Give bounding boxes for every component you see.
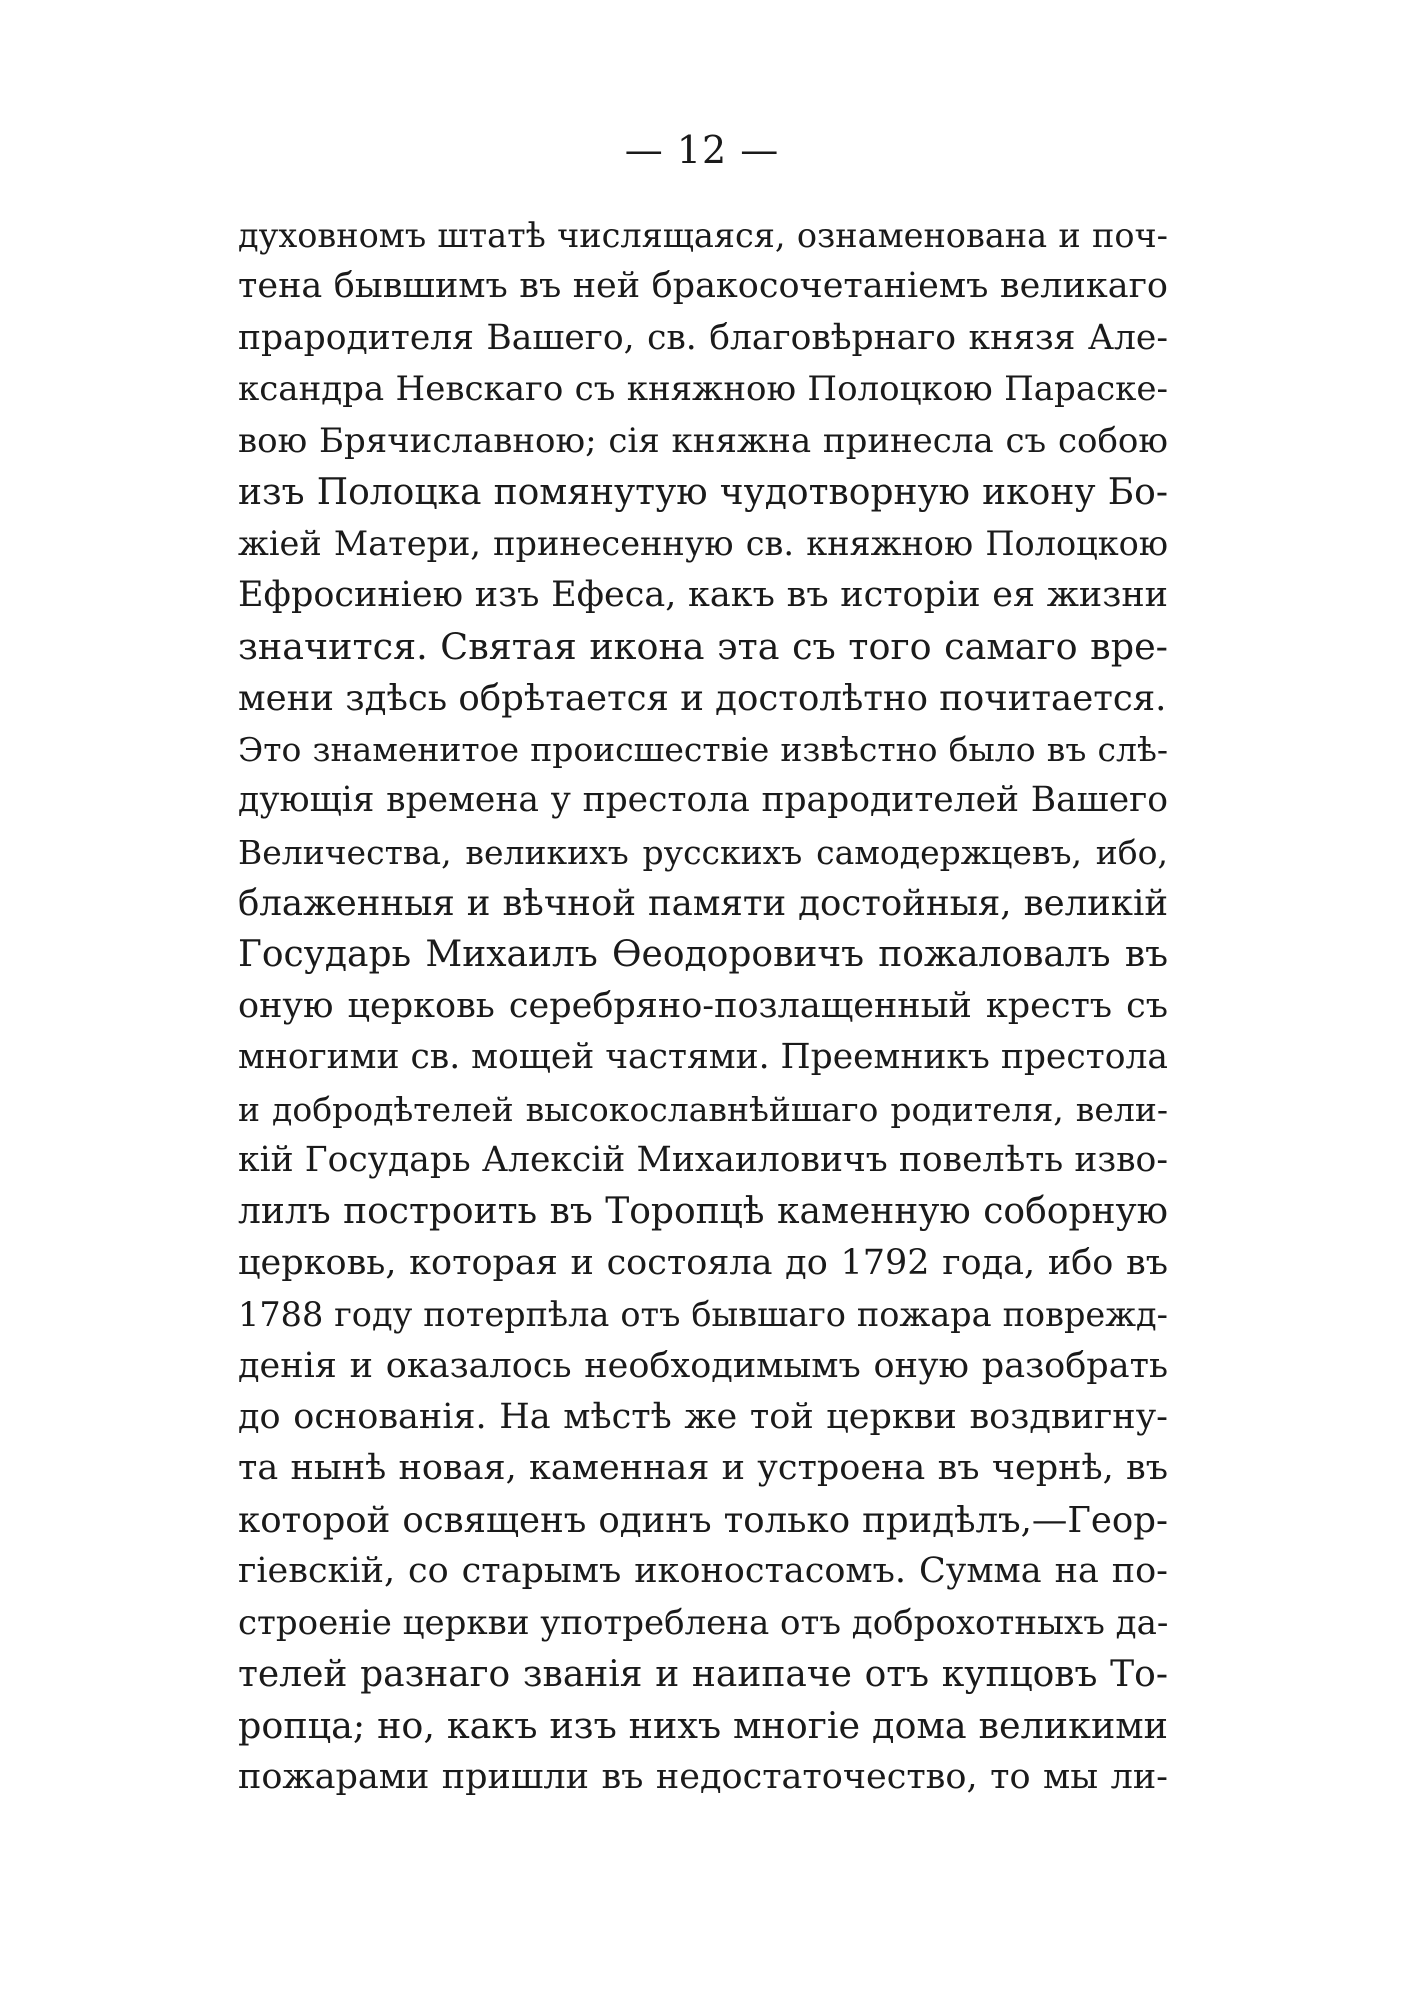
text-line: Величества, великихъ русскихъ самодержцевъ, ибо,: [238, 832, 1168, 872]
text-line: Ефросиніею изъ Ефеса, какъ въ исторіи ея жизни: [238, 574, 1168, 615]
text-line: лилъ построить въ Торопцѣ каменную соборную: [238, 1191, 1168, 1233]
text-line: кій Государь Алексій Михаиловичъ повелѣть изво-: [238, 1140, 1168, 1181]
text-line: пожарами пришли въ недостаточество, то мы ли-: [238, 1756, 1168, 1797]
text-line: вою Брячиславною; сія княжна принесла съ собою: [238, 420, 1168, 461]
text-line: до основанія. На мѣстѣ же той церкви воздвигну-: [238, 1396, 1168, 1437]
text-line: тена бывшимъ въ ней бракосочетаніемъ великаго: [238, 266, 1168, 307]
text-line: блаженныя и вѣчной памяти достойныя, великій: [238, 883, 1168, 925]
text-line: жіей Матери, принесенную св. княжною Полоцкою: [238, 524, 1168, 564]
text-line: мени здѣсь обрѣтается и достолѣтно почитается.: [238, 677, 1167, 719]
text-line: ропца; но, какъ изъ нихъ многіе дома великими: [238, 1704, 1168, 1748]
text-line: Это знаменитое происшествіе извѣстно было въ слѣ-: [238, 729, 1168, 769]
text-line: значится. Святая икона эта съ того самаго вре-: [238, 625, 1168, 669]
text-line: 1788 году потерпѣла отъ бывшаго пожара поврежд-: [238, 1295, 1168, 1335]
text-line: Государь Михаилъ Ѳеодоровичъ пожаловалъ въ: [238, 934, 1168, 976]
text-line: церковь, которая и состояла до 1792 года, ибо въ: [238, 1242, 1168, 1283]
text-line: и добродѣтелей высокославнѣйшаго родителя, вели-: [238, 1089, 1168, 1129]
text-line: строеніе церкви употреблена отъ доброхотныхъ да-: [238, 1602, 1169, 1643]
text-line: изъ Полоцка помянутую чудотворную икону Бо-: [238, 471, 1168, 513]
text-line: денія и оказалось необходимымъ оную разобрать: [238, 1345, 1168, 1386]
body-text: [238, 210, 1168, 1803]
text-line: оную церковь серебряно-позлащенный крестъ съ: [238, 985, 1168, 1026]
text-line: дующія времена у престола прародителей Вашего: [238, 780, 1168, 821]
text-line: телей разнаго званія и наипаче отъ купцовъ То-: [238, 1653, 1168, 1695]
page-number: — 12 —: [624, 128, 780, 172]
text-line: ксандра Невскаго съ княжною Полоцкою Параске-: [238, 369, 1168, 410]
text-line: которой освященъ одинъ только придѣлъ,—Геор-: [238, 1499, 1168, 1541]
text-line: та нынѣ новая, каменная и устроена въ чернѣ, въ: [238, 1448, 1168, 1489]
text-line: духовномъ штатѣ числящаяся, ознаменована и поч-: [238, 216, 1168, 255]
text-line: гіевскій, со старымъ иконостасомъ. Сумма на по-: [238, 1551, 1168, 1592]
text-line: многими св. мощей частями. Преемникъ престола: [238, 1037, 1168, 1078]
text-line: прародителя Вашего, св. благовѣрнаго князя Але-: [238, 317, 1168, 358]
